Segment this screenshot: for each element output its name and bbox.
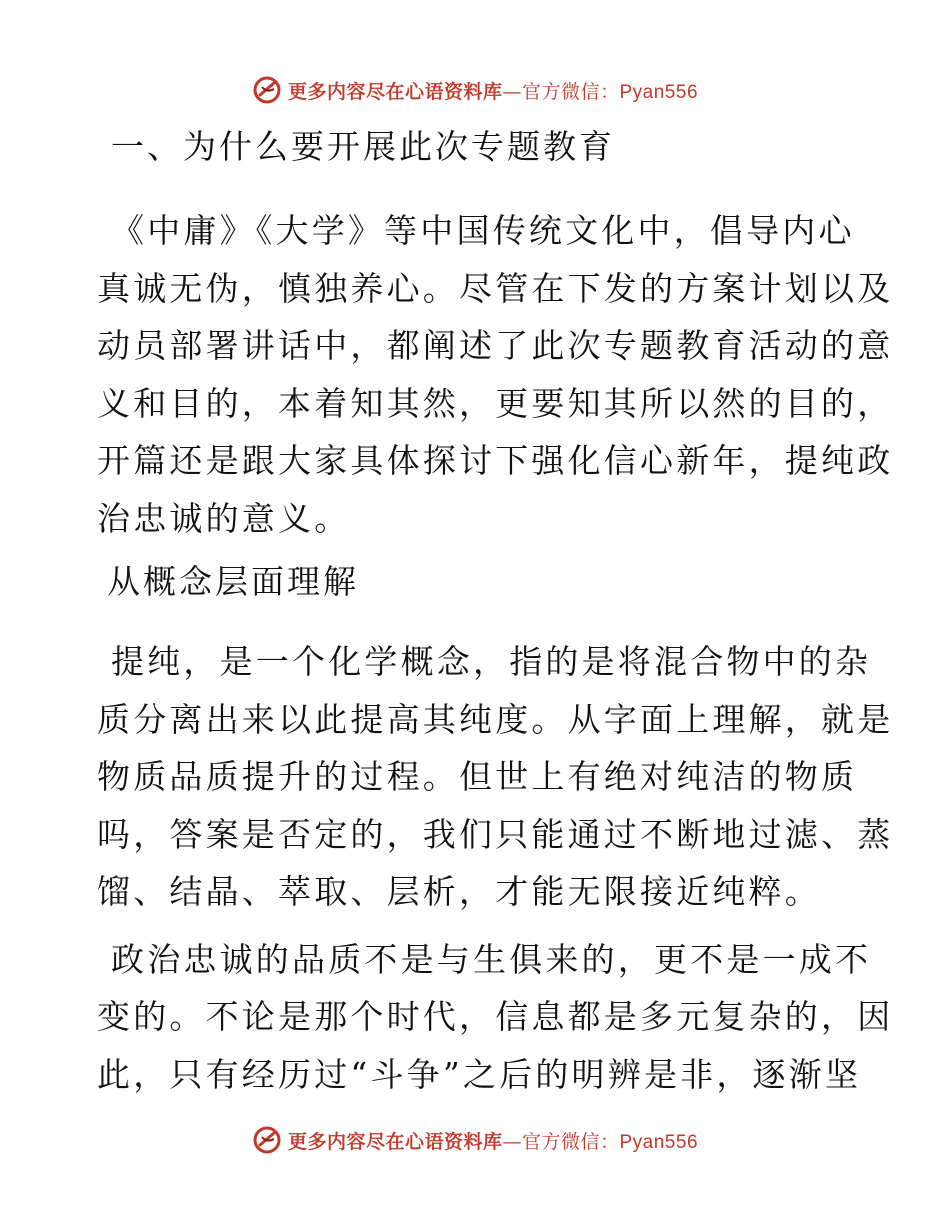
logo-icon (252, 75, 282, 105)
banner-wechat-id: Pyan556 (619, 81, 699, 103)
text-line: 物质品质提升的过程。但世上有绝对纯洁的物质 (97, 757, 858, 796)
text-line: 治忠诚的意义。 (97, 498, 351, 538)
header-banner (0, 70, 950, 110)
banner-separator: — (502, 1130, 522, 1153)
banner-main: 更多内容尽在心语资料库 (287, 1130, 503, 1153)
text-line: 馏、结晶、萃取、层析，才能无限接近纯粹。 (97, 872, 821, 911)
banner-separator: — (502, 80, 522, 103)
banner-wechat-id: Pyan556 (619, 1131, 699, 1153)
banner-text (288, 77, 698, 104)
paragraph-2 (97, 633, 894, 921)
subheading: 从概念层面理解 (107, 562, 359, 601)
banner-official: 官方微信： (521, 1130, 620, 1153)
banner-main: 更多内容尽在心语资料库 (287, 80, 503, 103)
text-line: 吗，答案是否定的，我们只能通过不断地过滤、蒸 (97, 814, 894, 854)
text-line: 提纯，是一个化学概念，指的是将混合物中的杂 (111, 642, 872, 681)
document-body (97, 122, 894, 1113)
text-line: 义和目的，本着知其然，更要知其所以然的目的， (97, 383, 894, 423)
text-line: 此，只有经历过“斗争”之后的明辨是非，逐渐坚 (97, 1054, 862, 1094)
text-line: 真诚无伪，慎独养心。尽管在下发的方案计划以及 (97, 268, 894, 308)
footer-banner (0, 1120, 950, 1160)
banner-text (288, 1127, 698, 1154)
paragraph-3 (97, 931, 894, 1104)
text-line: 开篇还是跟大家具体探讨下强化信心新年，提纯政 (97, 441, 894, 480)
banner-official: 官方微信： (521, 80, 620, 103)
paragraph-1 (97, 202, 894, 547)
text-line: 《中庸》《大学》等中国传统文化中，倡导内心 (111, 211, 855, 250)
text-line: 变的。不论是那个时代，信息都是多元复杂的，因 (97, 997, 894, 1036)
section-heading: 一、为什么要开展此次专题教育 (111, 127, 615, 166)
text-line: 政治忠诚的品质不是与生俱来的，更不是一成不 (111, 939, 872, 979)
text-line: 动员部署讲话中，都阐述了此次专题教育活动的意 (97, 326, 894, 365)
logo-icon (252, 1125, 282, 1155)
text-line: 质分离出来以此提高其纯度。从字面上理解，就是 (97, 699, 894, 739)
